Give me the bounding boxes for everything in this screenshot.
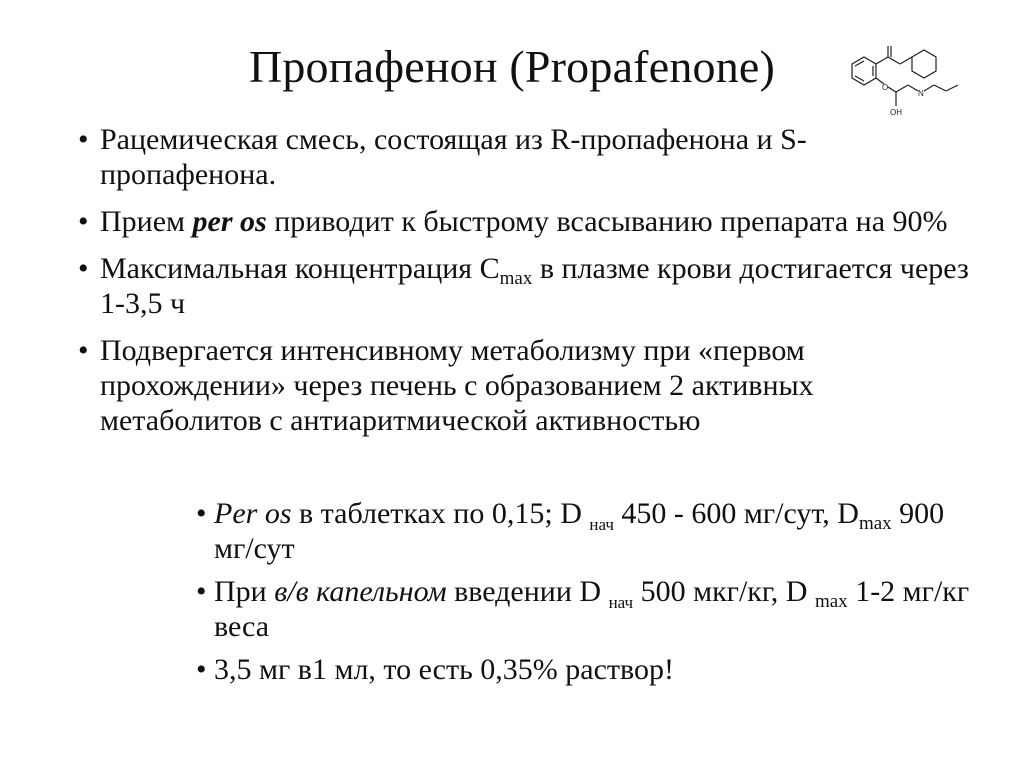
- svg-text:OH: OH: [890, 108, 902, 117]
- bullet-dot: •: [78, 123, 89, 156]
- bullet-cmax: • Максимальная концентрация $C_{max}$ в плазме крови достигается через 1-3,5 ч: [78, 252, 969, 320]
- slide-title: Пропафенон (Propafenone): [248, 41, 776, 92]
- bullet-metabolism: • Подвергается интенсивному метаболизму при «первом прохождении» через печень с образованием 2 активных метаболитов с антиаритмической активностью: [78, 334, 814, 437]
- bullet-dot: •: [196, 575, 207, 608]
- sub-bullet-iv-dose: • При в/в капельном введении D $_{нач}$ 500 мкг/кг, D $_{max}$ 1-2 мг/кг веса: [196, 575, 970, 643]
- svg-text:O: O: [882, 83, 889, 92]
- bullet-absorption: • Прием per os приводит к быстрому всасыванию препарата на 90%: [78, 205, 948, 238]
- bullet-dot: •: [78, 205, 89, 238]
- sub-bullet-concentration: • 3,5 мг в1 мл, то есть 0,35% раствор!: [196, 653, 674, 686]
- bullet-dot: •: [196, 653, 207, 686]
- bullet-dot: •: [78, 334, 89, 367]
- bullet-racemic-mixture: • Рацемическая смесь, состоящая из R-пропафенона и S-пропафенона.: [78, 123, 807, 191]
- main-bullet-list: [78, 122, 978, 450]
- bullet-dot: •: [78, 252, 89, 285]
- dosage-sub-list: [196, 496, 986, 695]
- bullet-dot: •: [196, 497, 207, 530]
- svg-text:N: N: [918, 89, 924, 98]
- sub-bullet-oral-dose: • Per os в таблетках по 0,15; D $_{нач}$ 450 - 600 мг/сут, $D_{max}$ 900 мг/сут: [196, 497, 945, 565]
- chemical-structure-icon: [832, 44, 962, 124]
